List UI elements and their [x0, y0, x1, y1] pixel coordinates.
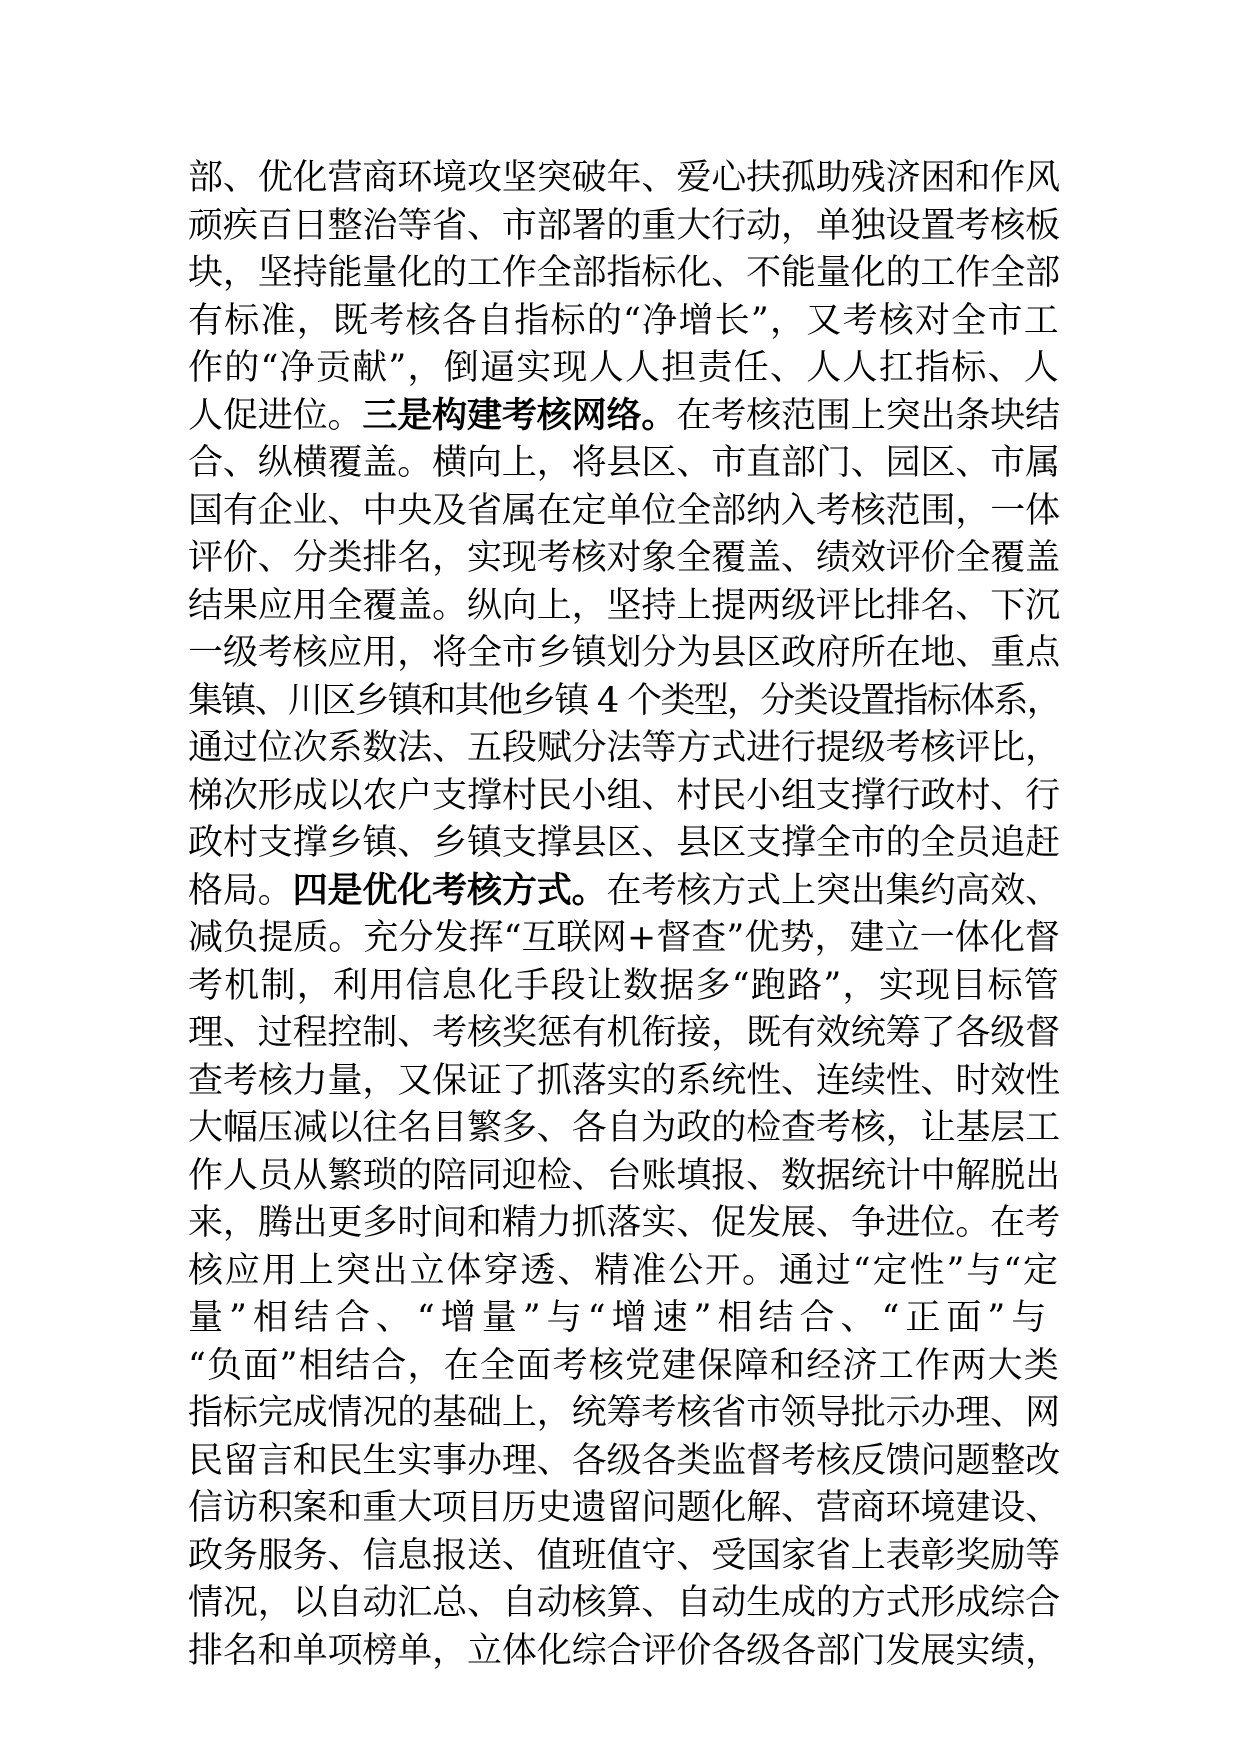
- bold-heading-text: 三是构建考核网络。: [362, 395, 677, 436]
- line-text: 政村支撑乡镇、乡镇支撑县区、县区支撑全市的全员追赶: [188, 823, 1060, 863]
- text-line: [188, 630, 1060, 678]
- line-text: 一级考核应用，将全市乡镇划分为县区政府所在地、重点: [188, 633, 1060, 673]
- text-line: [188, 1580, 1060, 1628]
- text-line: [188, 488, 1060, 536]
- line-text: 作人员从繁琐的陪同迎检、台账填报、数据统计中解脱出: [188, 1155, 1060, 1196]
- line-text: 结果应用全覆盖。纵向上，坚持上提两级评比排名、下沉: [188, 585, 1060, 626]
- line-text: 部、优化营商环境攻坚突破年、爱心扶孤助残济困和作风: [188, 158, 1060, 198]
- text-line: [188, 1153, 1060, 1201]
- line-text: 大幅压减以往名目繁多、各自为政的检查考核，让基层工: [188, 1108, 1060, 1148]
- body-text: [188, 155, 1060, 1675]
- text-line: [188, 1105, 1060, 1153]
- line-text: 人促进位。: [188, 395, 363, 436]
- line-text: 减负提质。充分发挥“互联网+督查”优势，建立一体化督: [188, 918, 1060, 958]
- text-line: [188, 773, 1060, 821]
- text-line: [188, 1533, 1060, 1581]
- line-text: “负面”相结合，在全面考核党建保障和经济工作两大类: [188, 1345, 1060, 1386]
- text-line: [188, 155, 1060, 203]
- line-text: 作的“净贡献”，倒逼实现人人担责任、人人扛指标、人: [188, 348, 1060, 388]
- text-line: [188, 820, 1060, 868]
- text-line: [188, 1628, 1060, 1676]
- text-line: [188, 678, 1060, 726]
- text-line: [188, 250, 1060, 298]
- line-text: 核应用上突出立体穿透、精准公开。通过“定性”与“定: [188, 1250, 1060, 1291]
- line-text: 排名和单项榜单，立体化综合评价各级各部门发展实绩，: [188, 1630, 1060, 1671]
- text-line: [188, 963, 1060, 1011]
- line-text: 查考核力量，又保证了抓落实的系统性、连续性、时效性: [188, 1060, 1060, 1101]
- text-line: [188, 1200, 1060, 1248]
- line-text: 在考核范围上突出条块结: [676, 395, 1060, 436]
- line-text: 量”相结合、“增量”与“增速”相结合、“正面”与: [188, 1298, 1053, 1338]
- line-text: 来，腾出更多时间和精力抓落实、促发展、争进位。在考: [188, 1203, 1060, 1243]
- text-line: [188, 203, 1060, 251]
- text-line: [188, 393, 1060, 441]
- line-text: 梯次形成以农户支撑村民小组、村民小组支撑行政村、行: [188, 775, 1060, 816]
- line-text: 国有企业、中央及省属在定单位全部纳入考核范围，一体: [188, 490, 1060, 531]
- text-line: [188, 583, 1060, 631]
- text-line: [188, 1295, 1060, 1343]
- text-line: [188, 440, 1060, 488]
- line-text: 民留言和民生实事办理、各级各类监督考核反馈问题整改: [188, 1440, 1060, 1481]
- line-text: 通过位次系数法、五段赋分法等方式进行提级考核评比，: [188, 728, 1060, 768]
- line-text: 块，坚持能量化的工作全部指标化、不能量化的工作全部: [188, 253, 1060, 293]
- line-text: 有标准，既考核各自指标的“净增长”，又考核对全市工: [188, 300, 1060, 341]
- line-text: 理、过程控制、考核奖惩有机衔接，既有效统筹了各级督: [188, 1013, 1060, 1053]
- text-line: [188, 915, 1060, 963]
- text-line: [188, 868, 1060, 916]
- line-text: 情况，以自动汇总、自动核算、自动生成的方式形成综合: [188, 1583, 1060, 1623]
- text-line: [188, 1485, 1060, 1533]
- text-line: [188, 1010, 1060, 1058]
- line-text: 指标完成情况的基础上，统筹考核省市领导批示办理、网: [188, 1393, 1060, 1433]
- text-line: [188, 725, 1060, 773]
- text-line: [188, 1343, 1060, 1391]
- line-text: 信访积案和重大项目历史遗留问题化解、营商环境建设、: [188, 1488, 1060, 1528]
- text-line: [188, 1438, 1060, 1486]
- text-line: [188, 1390, 1060, 1438]
- text-line: [188, 298, 1060, 346]
- line-text: 考机制，利用信息化手段让数据多“跑路”，实现目标管: [188, 965, 1060, 1006]
- bold-heading-text: 四是优化考核方式。: [292, 870, 607, 911]
- line-text: 格局。: [188, 870, 293, 911]
- line-text: 在考核方式上突出集约高效、: [606, 870, 1060, 911]
- line-text: 政务服务、信息报送、值班值守、受国家省上表彰奖励等: [188, 1535, 1060, 1576]
- line-text: 顽疾百日整治等省、市部署的重大行动，单独设置考核板: [188, 205, 1060, 246]
- text-line: [188, 345, 1060, 393]
- text-line: [188, 1248, 1060, 1296]
- text-line: [188, 535, 1060, 583]
- line-text: 合、纵横覆盖。横向上，将县区、市直部门、园区、市属: [188, 443, 1060, 483]
- line-text: 集镇、川区乡镇和其他乡镇 4 个类型，分类设置指标体系，: [188, 680, 1060, 721]
- text-line: [188, 1058, 1060, 1106]
- line-text: 评价、分类排名，实现考核对象全覆盖、绩效评价全覆盖: [188, 538, 1060, 578]
